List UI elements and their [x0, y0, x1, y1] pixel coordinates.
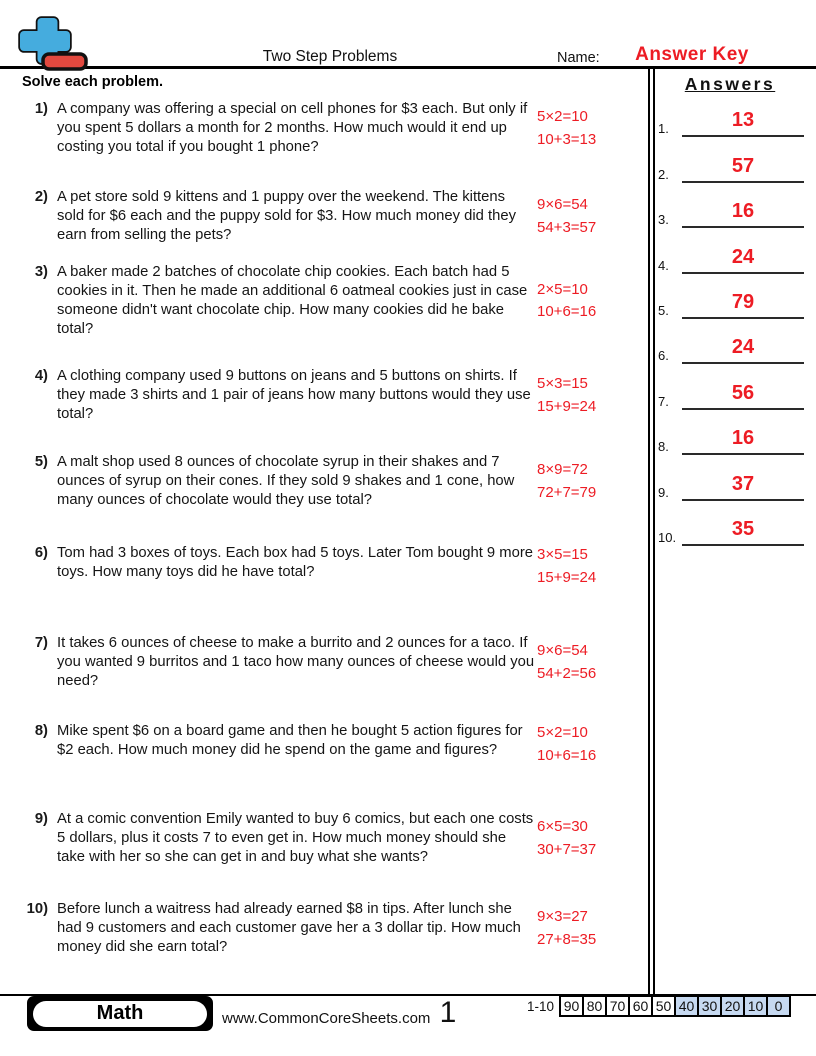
problem-work [537, 640, 596, 685]
score-cell: 30 [697, 995, 722, 1017]
answer-blank-line [682, 473, 804, 501]
answer-value: 37 [731, 472, 755, 495]
score-cell: 70 [605, 995, 630, 1017]
answer-row-4 [658, 228, 804, 273]
problem-text: A clothing company used 9 buttons on jeans and 5 buttons on shirts. If they made 3 shirts and 1 pair of jeans how many buttons would they use total? [57, 368, 531, 422]
problem-text: At a comic convention Emily wanted to buy 6 comics, but each one costs 5 dollars, plus it costs 7 to even get in. How much money should she take with her so she can get in and buy what she wants? [57, 811, 534, 865]
math-brand-badge [27, 996, 213, 1031]
score-table [527, 995, 791, 1017]
problem-text: A pet store sold 9 kittens and 1 puppy over the weekend. The kittens sold for $6 each and the puppy sold for $3. How much money did they earn from selling the pets? [57, 189, 516, 243]
answer-value: 16 [731, 200, 755, 223]
problem-number: 1) [34, 101, 48, 117]
work-line: 15+9=24 [537, 568, 597, 586]
plus-minus-logo-icon [18, 16, 90, 72]
score-cell: 20 [720, 995, 745, 1017]
answer-value: 56 [731, 381, 755, 404]
answer-value: 16 [731, 427, 755, 450]
answers-heading: Answers [684, 74, 776, 94]
answer-value: 24 [731, 245, 755, 268]
work-line: 10+6=16 [537, 746, 597, 764]
problem-text: A malt shop used 8 ounces of chocolate syrup in their shakes and 7 ounces of syrup on their cones. If they sold 9 shakes and 1 cone, how many ounces of chocolate would they use total? [57, 454, 515, 508]
problem-text: Before lunch a waitress had already earned $8 in tips. After lunch she had 9 customers and each customer gave her a 3 dollar tip. How much money did she earn total? [57, 901, 521, 955]
answer-number: 1. [658, 121, 669, 137]
work-line: 5×2=10 [537, 108, 588, 125]
answer-number: 8. [658, 439, 669, 455]
answer-blank-line [682, 155, 804, 183]
math-brand-pill [33, 1001, 207, 1027]
problem-row-7 [22, 634, 648, 691]
work-line: 6×5=30 [537, 818, 588, 835]
problem-work [537, 544, 596, 589]
problem-number: 4) [34, 368, 48, 384]
problem-work [537, 106, 596, 151]
answer-blank-line [682, 518, 804, 546]
answer-row-9 [658, 455, 804, 500]
problem-text: Mike spent $6 on a board game and then he bought 5 action figures for $2 each. How much money did he spend on the game and figures? [57, 723, 523, 758]
answer-blank-line [682, 382, 804, 410]
problem-text: A company was offering a special on cell phones for $3 each. But only if you spent 5 dollars a month for 2 months. How much would it end up costing you total if you bought 1 phone? [57, 101, 528, 155]
work-line: 5×2=10 [537, 724, 588, 741]
answer-row-7 [658, 364, 804, 409]
problem-number: 3) [34, 264, 48, 280]
problem-row-8 [22, 722, 648, 767]
problem-work [537, 279, 596, 324]
answer-row-5 [658, 274, 804, 319]
work-line: 5×3=15 [537, 375, 588, 392]
answer-number: 6. [658, 348, 669, 364]
answer-number: 2. [658, 166, 669, 182]
answer-value: 57 [731, 154, 755, 177]
work-line: 10+3=13 [537, 130, 597, 148]
work-line: 10+6=16 [537, 303, 597, 320]
answer-blank-line [682, 200, 804, 228]
answers-list [658, 92, 804, 546]
score-cell: 80 [582, 995, 607, 1017]
instructions-text: Solve each problem. [22, 74, 164, 90]
answer-number: 10. [658, 529, 677, 545]
answer-row-1 [658, 92, 804, 137]
work-line: 2×5=10 [537, 280, 588, 298]
problem-work [537, 722, 596, 767]
problem-text: Tom had 3 boxes of toys. Each box had 5 toys. Later Tom bought 9 more toys. How many toys did he have total? [57, 545, 533, 580]
problem-row-2 [22, 188, 648, 245]
problem-work [537, 194, 596, 239]
work-line: 8×9=72 [537, 461, 588, 478]
work-line: 30+7=37 [537, 840, 597, 858]
work-line: 72+7=79 [537, 483, 597, 501]
score-cell: 50 [651, 995, 676, 1017]
problem-row-5 [22, 453, 648, 510]
problem-number: 9) [34, 811, 48, 827]
answers-column-divider [648, 68, 655, 995]
problem-number: 10) [26, 901, 48, 917]
answer-blank-line [682, 109, 804, 137]
problem-row-9 [22, 810, 648, 867]
problem-work [537, 373, 596, 418]
score-cell: 40 [674, 995, 699, 1017]
problem-text: A baker made 2 batches of chocolate chip cookies. Each batch had 5 cookies in it. Then he made an additional 6 oatmeal cookies just in case someone didn't want chocolate chip. How many cookies did he bake total? [57, 264, 528, 337]
score-cell: 60 [628, 995, 653, 1017]
score-cells [561, 995, 791, 1017]
problem-text: It takes 6 ounces of cheese to make a burrito and 2 ounces for a taco. If you wanted 9 burritos and 1 taco how many ounces of cheese would you need? [57, 635, 535, 689]
answer-number: 3. [658, 212, 669, 228]
brand-label: Math [96, 1002, 144, 1024]
answer-number: 9. [658, 484, 669, 500]
work-line: 27+8=35 [537, 930, 597, 948]
answer-key-label: Answer Key [635, 44, 749, 65]
problem-row-4 [22, 367, 648, 424]
problem-number: 8) [34, 723, 48, 739]
score-cell: 90 [559, 995, 584, 1017]
work-line: 9×6=54 [537, 196, 588, 213]
work-line: 9×3=27 [537, 908, 588, 925]
problem-work [537, 906, 596, 951]
problem-number: 5) [34, 454, 48, 470]
work-line: 54+2=56 [537, 664, 597, 682]
problem-row-10 [22, 900, 648, 957]
problem-work [537, 459, 596, 504]
answer-row-10 [658, 501, 804, 546]
problem-work [537, 816, 596, 861]
answer-blank-line [682, 336, 804, 364]
work-line: 3×5=15 [537, 546, 588, 563]
answer-row-3 [658, 183, 804, 228]
answer-number: 4. [658, 257, 669, 273]
answer-value: 79 [731, 290, 755, 313]
page-number: 1 [439, 996, 457, 1029]
problem-row-3 [22, 263, 648, 339]
website-url: www.CommonCoreSheets.com [222, 1010, 431, 1027]
problem-number: 2) [34, 189, 48, 205]
page-title: Two Step Problems [262, 48, 398, 65]
answer-value: 24 [731, 336, 755, 359]
problem-row-1 [22, 100, 648, 157]
answer-number: 5. [658, 302, 669, 318]
answer-blank-line [682, 291, 804, 319]
name-label: Name: [557, 50, 600, 66]
work-line: 9×6=54 [537, 642, 588, 659]
answer-blank-line [682, 427, 804, 455]
problem-number: 7) [34, 635, 48, 651]
problem-number: 6) [34, 545, 48, 561]
answer-value: 35 [731, 517, 755, 540]
score-cell: 10 [743, 995, 768, 1017]
answer-row-6 [658, 319, 804, 364]
work-line: 54+3=57 [537, 218, 597, 236]
answer-row-2 [658, 137, 804, 182]
answer-number: 7. [658, 393, 669, 409]
score-range-label: 1-10 [527, 999, 555, 1014]
answer-value: 13 [731, 109, 755, 132]
answer-row-8 [658, 410, 804, 455]
problem-row-6 [22, 544, 648, 589]
answer-blank-line [682, 246, 804, 274]
work-line: 15+9=24 [537, 397, 597, 415]
score-cell: 0 [766, 995, 791, 1017]
header-divider [0, 66, 816, 69]
